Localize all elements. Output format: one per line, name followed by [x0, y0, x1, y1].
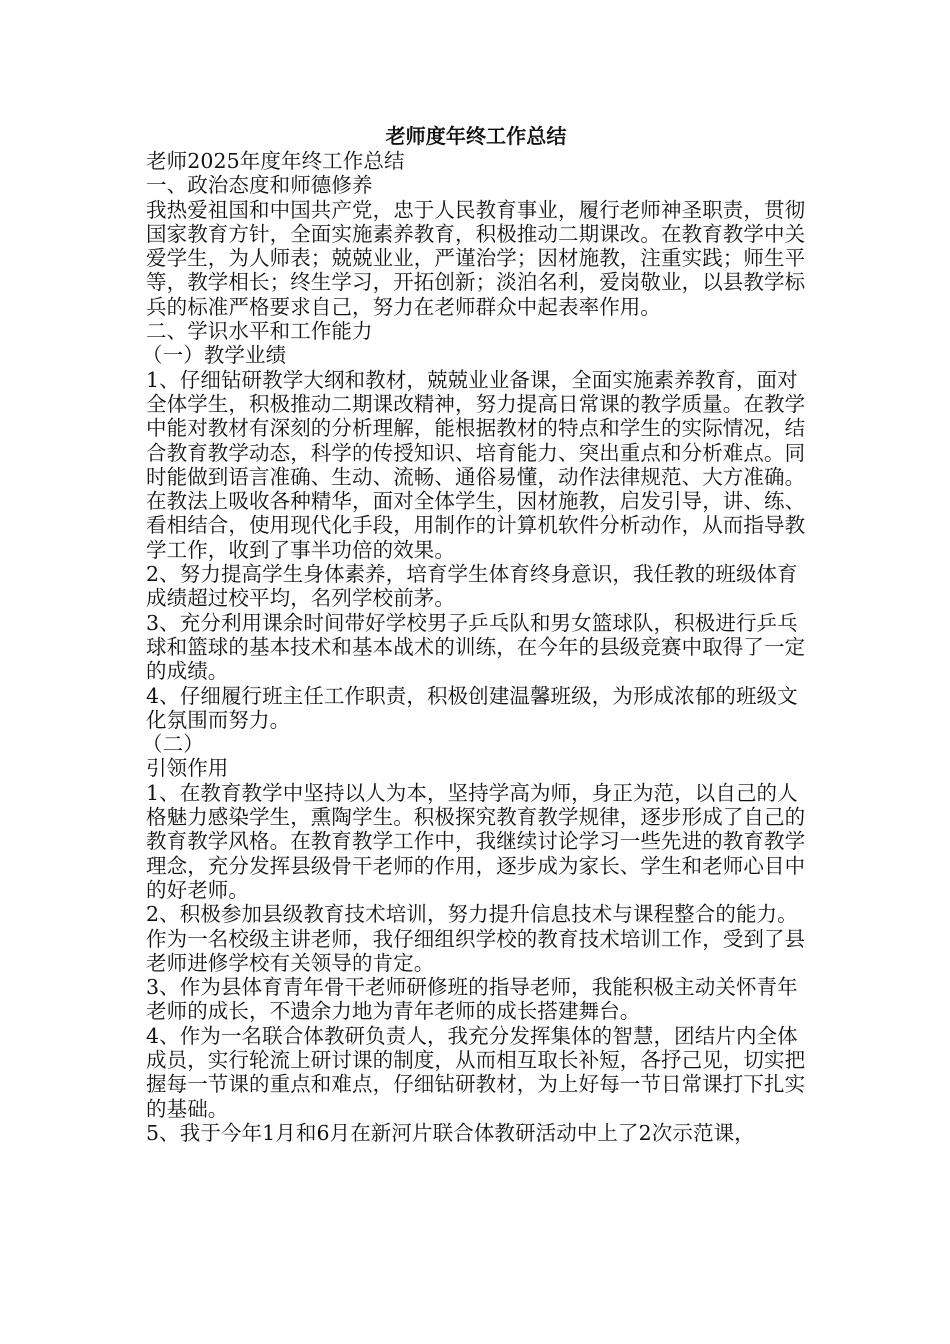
paragraph-teaching-4: 4、仔细履行班主任工作职责，积极创建温馨班级，为形成浓郁的班级文化氛围而努力。	[146, 683, 798, 732]
subtitle-line: 老师2025年度年终工作总结	[146, 149, 405, 173]
paragraph-leading-1: 1、在教育教学中坚持以人为本，坚持学高为师，身正为范，以自己的人格魅力感染学生，熏陶学生。积极探究教育教学规律，逐步形成了自己的教育教学风格。在教育教学工作中，我继续讨论学习一些先进的教育教学理念，充分发挥县级骨干老师的作用，逐步成为家长、学生和老师心目中的好老师。	[146, 780, 806, 902]
document-body	[142, 123, 806, 1145]
paragraph-leading-5: 5、我于今年1月和6月在新河片联合体教研活动中上了2次示范课，	[146, 1120, 755, 1145]
section-heading-1: 一、政治态度和师德修养	[146, 173, 373, 198]
paragraph-leading-3: 3、作为县体育青年骨干老师研修班的指导老师，我能积极主动关怀青年老师的成长，不遗余力地为青年老师的成长搭建舞台。	[146, 975, 798, 1024]
paragraph-leading-2: 2、积极参加县级教育技术培训，努力提升信息技术与课程整合的能力。作为一名校级主讲老师，我仔细组织学校的教育技术培训工作，受到了县老师进修学校有关领导的肯定。	[146, 902, 806, 975]
paragraph-ethics: 我热爱祖国和中国共产党，忠于人民教育事业，履行老师神圣职责，贯彻国家教育方针，全面实施素养教育，积极推动二期课改。在教育教学中关爱学生，为人师表；兢兢业业，严谨治学；因材施教，注重实践；师生平等，教学相长；终生学习，开拓创新；淡泊名利，爱岗敬业，以县教学标兵的标准严格要求自己，努力在老师群众中起表率作用。	[146, 197, 806, 319]
paragraph-teaching-2: 2、努力提高学生身体素养，培育学生体育终身意识，我任教的班级体育成绩超过校平均，名列学校前茅。	[146, 562, 798, 611]
document-title: 老师度年终工作总结	[385, 124, 567, 148]
paragraph-leading-4: 4、作为一名联合体教研负责人，我充分发挥集体的智慧，团结片内全体成员，实行轮流上研讨课的制度，从而相互取长补短，各抒己见，切实把握每一节课的重点和难点，仔细钻研教材，为上好每一节日常课打下扎实的基础。	[146, 1023, 806, 1121]
paragraph-teaching-1: 1、仔细钻研教学大纲和教材，兢兢业业备课，全面实施素养教育，面对全体学生，积极推动二期课改精神，努力提高日常课的教学质量。在教学中能对教材有深刻的分析理解，能根据教材的特点和学生的实际情况，结合教育教学动态，科学的传授知识、培育能力、突出重点和分析难点。同时能做到语言准确、生动、流畅、通俗易懂，动作法律规范、大方准确。在教法上吸收各种精华，面对全体学生，因材施教，启发引导，讲、练、看相结合，使用现代化手段，用制作的计算机软件分析动作，从而指导教学工作，收到了事半功倍的效果。	[146, 367, 806, 562]
subsection-heading-leading: 引领作用	[146, 756, 229, 781]
section-heading-2: 二、学识水平和工作能力	[146, 319, 373, 344]
paragraph-teaching-3: 3、充分利用课余时间带好学校男子乒乓队和男女篮球队，积极进行乒乓球和篮球的基本技术和基本战术的训练，在今年的县级竞赛中取得了一定的成绩。	[146, 610, 806, 684]
subsection-heading-teaching: （一）教学业绩	[142, 343, 287, 368]
subsection-heading-2: （二）	[142, 732, 204, 757]
